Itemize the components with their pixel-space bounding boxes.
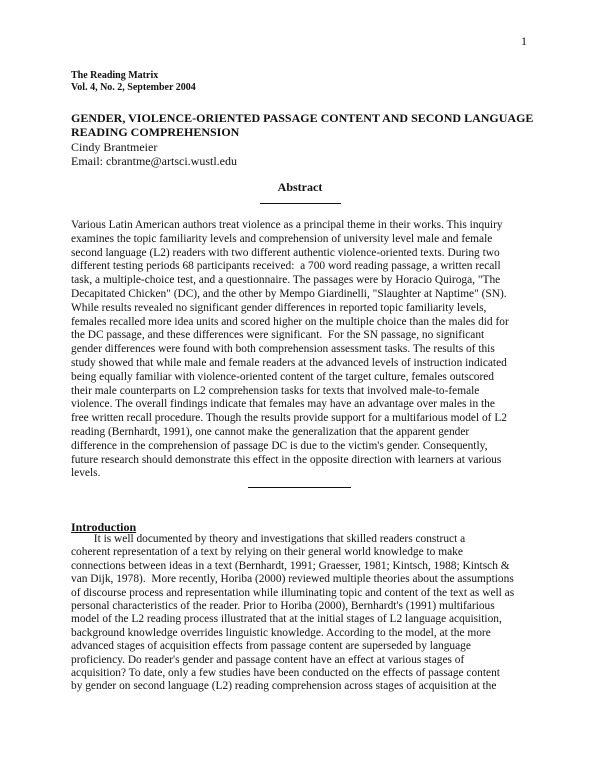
abstract-line: different testing periods 68 participants received: a 700 word reading passage, a written recall	[71, 260, 501, 273]
journal-issue: Vol. 4, No. 2, September 2004	[71, 82, 196, 93]
introduction-line: connections between ideas in a text (Bernhardt, 1991; Graesser, 1981; Kintsch, 1988; Kintsch &	[71, 559, 510, 572]
introduction-line: van Dijk, 1978). More recently, Horiba (2000) reviewed multiple theories about the assumptions	[71, 573, 514, 586]
author-name: Cindy Brantmeier	[71, 140, 158, 154]
journal-name: The Reading Matrix	[71, 70, 159, 81]
abstract-line: Various Latin American authors treat violence as a principal theme in their works. This inquiry	[71, 219, 503, 231]
abstract-line: females recalled more idea units and scored higher on the multiple choice than the males did for	[71, 315, 509, 328]
introduction-body	[71, 533, 536, 694]
abstract-underline-rule	[260, 203, 341, 204]
journal-header	[71, 70, 196, 94]
abstract-line: the DC passage, and these differences were significant. For the SN passage, no significant	[71, 329, 485, 342]
introduction-line: of discourse process and representation while illuminating topic and content of the text as well as	[71, 586, 515, 599]
abstract-line: While results revealed no significant gender differences in reported topic familiarity levels,	[71, 301, 487, 314]
abstract-line: free written recall procedure. Though the results provide support for a multifarious model of L2	[71, 412, 507, 425]
author-email: Email: cbrantme@artsci.wustl.edu	[71, 154, 238, 168]
introduction-line: personal characteristics of the reader. Prior to Horiba (2000), Bernhardt's (1991) multifarious	[71, 600, 495, 613]
introduction-heading: Introduction	[71, 520, 137, 534]
introduction-line: acquisition? To date, only a few studies have been conducted on the effects of passage content	[71, 667, 500, 680]
page-number: 1	[521, 34, 527, 48]
abstract-body	[71, 219, 536, 481]
abstract-line: difference in the comprehension of passage DC is due to the victim's gender. Consequently,	[71, 439, 488, 452]
abstract-line: examines the topic familiarity levels and comprehension of university level male and female	[71, 232, 493, 245]
abstract-line: second language (L2) readers with two different authentic violence-oriented texts. During two	[71, 246, 500, 259]
abstract-line: being equally familiar with violence-oriented content of the target culture, females outscored	[71, 370, 494, 383]
introduction-line: by gender on second language (L2) reading comprehension across stages of acquisition at the	[71, 680, 497, 693]
introduction-line: advanced stages of acquisition effects from passage content are superseded by language	[71, 640, 471, 653]
introduction-line: background knowledge overrides linguistic knowledge. According to the model, at the more	[71, 626, 491, 639]
abstract-line: levels.	[71, 467, 101, 480]
abstract-line: violence. The overall findings indicate that females may have an advantage over males in the	[71, 398, 495, 411]
abstract-line: Decapitated Chicken" (DC), and the other by Mempo Giardinelli, "Slaughter at Naptime" (SN).	[71, 287, 507, 300]
introduction-line: model of the L2 reading process illustrated that at the initial stages of L2 language acquisition,	[71, 613, 502, 626]
abstract-heading: Abstract	[277, 180, 323, 194]
abstract-line: gender differences were found with both comprehension assessment tasks. The results of this	[71, 343, 495, 356]
abstract-line: study showed that while male and female readers at the advanced levels of instruction indicated	[71, 356, 507, 369]
introduction-line: It is well documented by theory and investigations that skilled readers construct a	[71, 533, 466, 545]
paper-title: GENDER, VIOLENCE-ORIENTED PASSAGE CONTENT AND SECOND LANGUAGE READING COMPREHENSION	[71, 111, 534, 139]
abstract-line: reading (Bernhardt, 1991), one cannot make the generalization that the apparent gender	[71, 425, 470, 438]
abstract-line: their male counterparts on L2 comprehension tasks for texts that involved male-to-female	[71, 384, 480, 397]
section-divider-rule	[248, 487, 351, 488]
abstract-line: task, a multiple-choice test, and a questionnaire. The passages were by Horacio Quiroga, "The	[71, 274, 501, 287]
abstract-line: future research should demonstrate this effect in the opposite direction with learners at various	[71, 453, 502, 466]
introduction-line: proficiency. Do reader's gender and passage content have an effect at various stages of	[71, 653, 465, 666]
introduction-line: coherent representation of a text by relying on their general world knowledge to make	[71, 546, 463, 559]
